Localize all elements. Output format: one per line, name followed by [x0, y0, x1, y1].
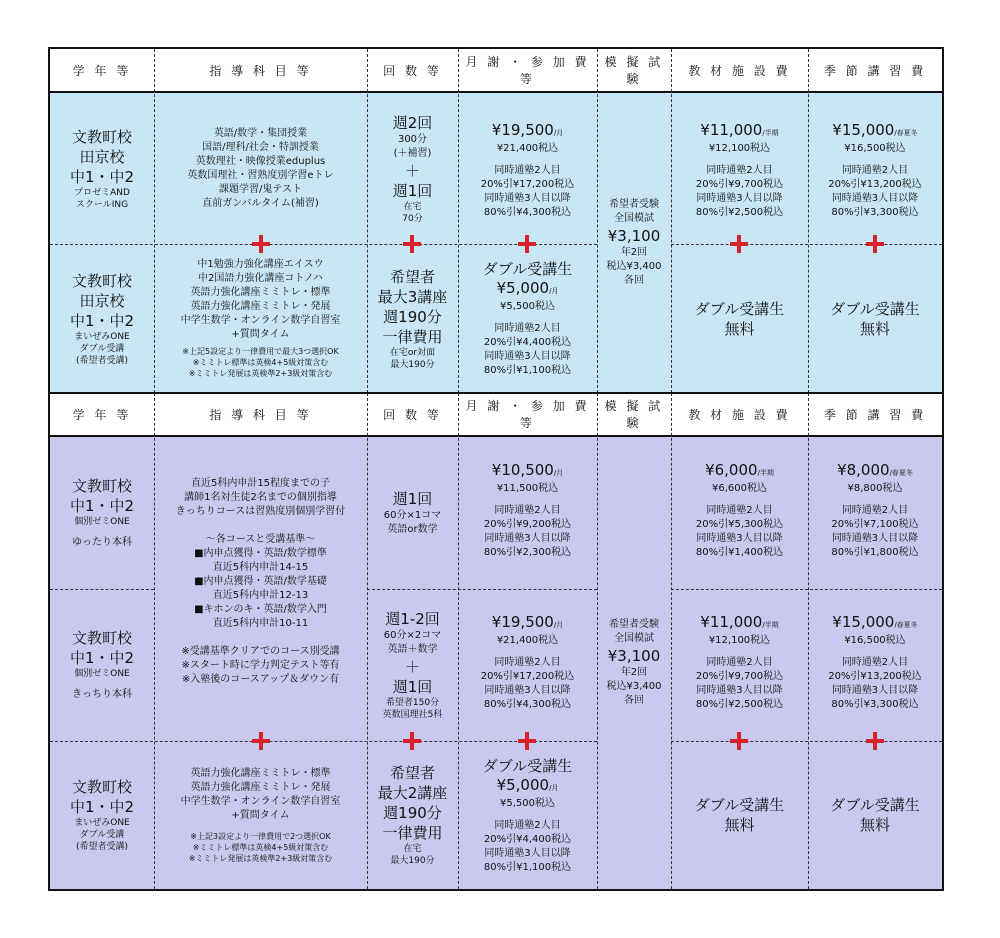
count-main: 最大3講座: [377, 287, 448, 306]
discount-line: 同時通塾3人目以降: [484, 685, 571, 696]
free-label: ダブル受講生: [830, 796, 920, 814]
fee-tax: ¥5,500税込: [500, 797, 555, 809]
note-line: ※上記3設定より一律費用で2つ選択OK: [190, 831, 331, 841]
s2-r3-grade: [50, 741, 154, 889]
s2-r1-fee: [458, 437, 597, 589]
discount-line: 80%引¥4,300税込: [483, 207, 572, 218]
subject-line: +質問タイム: [231, 329, 290, 340]
fee-label: ダブル受講生: [482, 260, 573, 278]
discount-line: 80%引¥1,100税込: [483, 365, 572, 376]
note-line: ※ミミトレ発展は英検準2+3級対策含む: [188, 369, 333, 378]
count-main: 一律費用: [382, 824, 443, 842]
discount-line: 同時通塾3人目以降: [484, 847, 571, 859]
s2-r3-subjects: [154, 741, 367, 889]
subject-line: 直近5科内申計12-13: [212, 590, 309, 601]
subject-line: 中1勉強力強化講座エイスウ: [197, 259, 324, 270]
plus-icon: [730, 235, 748, 253]
discount-line: 同時通塾3人目以降: [484, 193, 571, 204]
mock-line: 希望者受験: [609, 199, 659, 210]
count-sub: 英数国理社5科: [382, 710, 443, 720]
mock-line: 年2回: [620, 247, 648, 258]
fee-tax: ¥21,400税込: [496, 143, 559, 154]
mat-price: ¥6,000/半期: [705, 461, 774, 479]
s2-r3-count: [367, 741, 458, 889]
season-tax: ¥8,800税込: [847, 483, 903, 494]
subject-line: 直近5科内申計10-11: [212, 618, 309, 629]
header-mock: 模 擬 試 験: [597, 393, 671, 437]
count-sub: 英語or数学: [387, 524, 438, 535]
count-main: 週190分: [383, 307, 442, 326]
column-divider: [367, 49, 368, 393]
subject-line: 英語/数学・集団授業: [213, 127, 308, 139]
header-season: 季 節 講 習 費: [808, 393, 942, 437]
column-divider: [597, 393, 598, 889]
fee-tax: ¥11,500税込: [496, 483, 559, 494]
mock-line: 各回: [624, 695, 644, 706]
subject-line: 課題学習/鬼テスト: [219, 183, 302, 195]
grade-sub: ダブル受講: [79, 830, 125, 840]
discount-line: 同時通塾3人目以降: [831, 533, 919, 544]
discount-line: 20%引¥9,700税込: [695, 179, 784, 190]
mock-line: 全国模試: [614, 213, 654, 224]
column-divider: [367, 393, 368, 889]
row-divider: [671, 741, 942, 742]
discount-line: 同時通塾3人目以降: [696, 533, 783, 544]
s1-r2-season: [808, 244, 942, 393]
count-main: 週2回: [392, 113, 433, 132]
grade-sub: プロゼミAND: [74, 187, 130, 198]
free-label: ダブル受講生: [694, 299, 785, 318]
discount-line: 同時通塾2人目: [494, 657, 561, 668]
discount-line: 80%引¥4,300税込: [483, 699, 572, 710]
discount-line: 同時通塾3人目以降: [484, 533, 571, 544]
count-main: 一律費用: [382, 327, 443, 346]
discount-line: 20%引¥13,200税込: [828, 179, 922, 190]
s2-r2-materials: [671, 589, 808, 741]
plus-icon: [730, 732, 748, 750]
discount-line: 80%引¥1,800税込: [831, 547, 919, 558]
fee-price: ¥19,500/月: [491, 613, 564, 631]
discount-line: 80%引¥2,500税込: [695, 207, 784, 218]
free-label: 無料: [724, 816, 755, 834]
discount-line: 同時通塾2人目: [841, 505, 909, 516]
mat-tax: ¥12,100税込: [708, 143, 771, 154]
count-main: 週190分: [383, 804, 442, 822]
discount-line: 同時通塾2人目: [494, 819, 561, 831]
count-main: 週1-2回: [385, 610, 440, 628]
count-sub: 70分: [402, 213, 423, 224]
plus-icon: [252, 235, 270, 253]
grade-sub: ダブル受講: [79, 343, 125, 354]
s1-mock: [597, 93, 671, 393]
s2-r1-season: [808, 437, 942, 589]
fee-table: [48, 47, 944, 891]
count-sub: 最大190分: [390, 856, 435, 866]
s1-r1-season: [808, 93, 942, 244]
discount-line: 同時通塾2人目: [494, 505, 561, 516]
row-divider: [50, 244, 597, 245]
discount-line: 80%引¥1,100税込: [483, 861, 572, 873]
grade-line: 中1・中2: [69, 649, 135, 667]
row-divider: [50, 589, 154, 590]
count-main: 週1回: [392, 678, 433, 696]
mock-line: 全国模試: [614, 633, 654, 644]
s2-r1-grade: [50, 437, 154, 589]
count-sub: 60分×1コマ: [383, 510, 442, 521]
discount-line: 同時通塾2人目: [494, 165, 561, 176]
note-line: ※ミミトレ標準は英検4+5級対策含む: [192, 842, 329, 852]
header-materials: 教 材 施 設 費: [671, 49, 808, 93]
discount-line: 同時通塾2人目: [841, 165, 909, 176]
s2-r2-fee: [458, 589, 597, 741]
free-label: ダブル受講生: [694, 796, 785, 814]
discount-line: 20%引¥17,200税込: [480, 179, 575, 190]
header-subjects: 指 導 科 目 等: [154, 49, 367, 93]
discount-line: 20%引¥4,400税込: [483, 337, 572, 348]
discount-line: 同時通塾2人目: [841, 657, 909, 668]
mock-line: 希望者受験: [609, 619, 659, 630]
season-price: ¥15,000/春夏冬: [832, 121, 918, 139]
discount-line: 同時通塾2人目: [706, 165, 773, 176]
grade-line: 田京校: [79, 147, 125, 166]
grade-sub: (希望者受講): [75, 355, 129, 366]
discount-line: 同時通塾2人目: [706, 505, 773, 516]
mock-line: 年2回: [620, 667, 648, 678]
fee-price: ¥10,500/月: [491, 461, 564, 479]
fee-price: ¥5,000/月: [496, 775, 559, 794]
course-name: ゆったり本科: [72, 537, 132, 548]
subject-line: 英語力強化講座ミミトレ・発展: [190, 301, 331, 312]
subject-line: 英語力強化講座ミミトレ・標準: [190, 287, 331, 298]
column-divider: [458, 393, 459, 889]
subject-line: ※受講基準クリアでのコース別受講: [181, 646, 340, 657]
subject-line: 中学生数学・オンライン数学自習室: [180, 795, 341, 807]
grade-line: 中1・中2: [69, 167, 135, 186]
subject-line: ※スタート時に学力判定テスト等有: [181, 660, 340, 671]
subject-line: きっちりコースは習熟度別個別学習付: [175, 506, 346, 517]
discount-line: 同時通塾3人目以降: [696, 685, 783, 696]
fee-price: ¥5,000/月: [496, 279, 559, 297]
plus-icon: [403, 235, 421, 253]
subject-line: 〜各コースと受講基準〜: [205, 534, 316, 545]
discount-line: 20%引¥5,300税込: [695, 519, 784, 530]
header-count: 回 数 等: [367, 393, 458, 437]
free-label: 無料: [724, 319, 755, 338]
grade-line: 文教町校: [71, 477, 132, 495]
grade-line: 中1・中2: [69, 798, 135, 816]
s2-r3-fee: [458, 741, 597, 889]
header-season: 季 節 講 習 費: [808, 49, 942, 93]
count-sub: 60分×2コマ: [383, 630, 442, 641]
subject-line: 英数理社・映像授業eduplus: [195, 155, 326, 167]
season-price: ¥8,000/春夏冬: [837, 461, 913, 479]
grade-sub: スクールING: [75, 199, 129, 210]
discount-line: 80%引¥3,300税込: [831, 207, 919, 218]
grade-line: 中1・中2: [69, 497, 135, 515]
column-divider: [458, 49, 459, 393]
s1-r2-subjects: [154, 244, 367, 393]
mat-tax: ¥6,600税込: [712, 483, 767, 494]
subject-line: ■キホンのキ・英語/数学入門: [194, 604, 327, 615]
discount-line: 20%引¥7,100税込: [831, 519, 919, 530]
mat-price: ¥11,000/半期: [700, 121, 779, 139]
count-sub: 300分: [397, 133, 428, 145]
plus-icon: [518, 732, 536, 750]
s2-r3-materials: [671, 741, 808, 889]
subject-line: [259, 631, 262, 645]
fee-tax: ¥5,500税込: [500, 301, 555, 312]
note-line: ※ミミトレ発展は英検準2+3級対策含む: [188, 853, 333, 863]
discount-line: 80%引¥1,400税込: [695, 547, 784, 558]
season-price: ¥15,000/春夏冬: [832, 613, 918, 631]
subject-line: 直近5科内申計15程度までの子: [190, 478, 331, 489]
fee-label: ダブル受講生: [482, 756, 573, 775]
subject-line: 中2国語力強化講座コトノハ: [198, 273, 323, 284]
grade-line: 文教町校: [71, 271, 132, 290]
discount-line: 20%引¥4,400税込: [483, 833, 572, 845]
subject-line: 英数国理社・習熟度別学習eトレ: [187, 169, 334, 181]
s2-r2-grade: [50, 589, 154, 741]
grade-sub: 個別ゼミONE: [74, 669, 130, 679]
row-divider: [367, 589, 597, 590]
subject-line: ※入塾後のコースアップ＆ダウン有: [181, 674, 340, 685]
count-sub: 在宅: [403, 844, 422, 854]
count-sub: 最大190分: [390, 359, 435, 370]
free-label: 無料: [859, 319, 890, 338]
grade-line: 文教町校: [71, 127, 132, 146]
mat-tax: ¥12,100税込: [708, 635, 771, 646]
s1-r1-subjects: [154, 93, 367, 244]
count-sub: (＋補習): [393, 147, 432, 159]
s1-r1-fee: [458, 93, 597, 244]
s2-r1-count: [367, 437, 458, 589]
column-divider: [597, 49, 598, 393]
section-divider: [50, 392, 942, 394]
s2-r3-season: [808, 741, 942, 889]
free-label: 無料: [859, 816, 890, 834]
s1-r1-grade: [50, 93, 154, 244]
grade-sub: まいぜみONE: [74, 331, 130, 342]
grade-sub: まいぜみONE: [74, 818, 130, 828]
note-line: ※ミミトレ標準は英検4+5級対策含む: [192, 358, 329, 367]
header-mock: 模 擬 試 験: [597, 49, 671, 93]
count-sub: 希望者150分: [385, 698, 440, 708]
grade-sub: (希望者受講): [75, 842, 129, 852]
s1-r2-materials: [671, 244, 808, 393]
s2-mock: [597, 437, 671, 889]
season-tax: ¥16,500税込: [844, 635, 906, 646]
subject-line: ■内申点獲得・英語/数学基礎: [194, 576, 327, 587]
s2-r1-materials: [671, 437, 808, 589]
count-plus: ＋: [404, 161, 420, 180]
count-plus: ＋: [404, 658, 420, 676]
s2-r2-count: [367, 589, 458, 741]
fee-tax: ¥21,400税込: [496, 635, 559, 646]
count-main: 週1回: [392, 181, 433, 200]
subject-line: 講師1名対生徒2名までの個別指導: [184, 492, 337, 503]
discount-line: 同時通塾2人目: [494, 323, 561, 334]
season-tax: ¥16,500税込: [844, 143, 906, 154]
grade-line: 文教町校: [71, 778, 132, 796]
s1-r2-grade: [50, 244, 154, 393]
discount-line: 20%引¥17,200税込: [480, 671, 575, 682]
plus-icon: [403, 732, 421, 750]
count-sub: 英語＋数学: [387, 644, 438, 655]
mock-line: 各回: [624, 275, 644, 286]
discount-line: 20%引¥13,200税込: [828, 671, 922, 682]
free-label: ダブル受講生: [830, 299, 920, 318]
s1-r2-fee: [458, 244, 597, 393]
row-divider: [671, 244, 942, 245]
s2-r2-season: [808, 589, 942, 741]
discount-line: 20%引¥9,700税込: [695, 671, 784, 682]
subject-line: 直前ガンバルタイム(補習): [202, 197, 319, 209]
subject-line: ■内申点獲得・英語/数学標準: [194, 548, 327, 559]
column-divider: [808, 393, 809, 889]
subject-line: 中学生数学・オンライン数学自習室: [180, 315, 341, 326]
course-name: きっちり本科: [72, 689, 132, 700]
subject-line: [259, 519, 262, 533]
plus-icon: [866, 235, 884, 253]
count-main: 希望者: [389, 764, 435, 782]
s1-r2-count: [367, 244, 458, 393]
discount-line: 80%引¥3,300税込: [831, 699, 919, 710]
mat-price: ¥11,000/半期: [700, 613, 779, 631]
count-sub: 在宅or対面: [389, 347, 436, 358]
s1-r1-count: [367, 93, 458, 244]
header-fee: 月 謝 ・ 参 加 費 等: [458, 49, 597, 93]
mock-price: ¥3,100: [607, 227, 661, 245]
mock-line: 税込¥3,400: [606, 681, 662, 692]
count-sub: 在宅: [403, 201, 422, 212]
s1-r1-materials: [671, 93, 808, 244]
column-divider: [154, 49, 155, 393]
fee-price: ¥19,500/月: [491, 121, 564, 139]
header-materials: 教 材 施 設 費: [671, 393, 808, 437]
header-count: 回 数 等: [367, 49, 458, 93]
column-divider: [808, 49, 809, 393]
count-main: 最大2講座: [377, 784, 448, 802]
column-divider: [671, 49, 672, 393]
subject-line: 英語力強化講座ミミトレ・発展: [190, 781, 331, 793]
discount-line: 同時通塾3人目以降: [696, 193, 783, 204]
column-divider: [154, 393, 155, 889]
grade-line: 文教町校: [71, 629, 132, 647]
header-fee: 月 謝 ・ 参 加 費 等: [458, 393, 597, 437]
row-divider: [50, 741, 597, 742]
plus-icon: [866, 732, 884, 750]
header-grade: 学 年 等: [50, 49, 154, 93]
discount-line: 80%引¥2,300税込: [483, 547, 572, 558]
subject-line: +質問タイム: [231, 809, 290, 821]
note-line: ※上記5設定より一律費用で最大3つ選択OK: [182, 347, 339, 356]
subject-line: 英語力強化講座ミミトレ・標準: [190, 767, 331, 779]
header-subjects: 指 導 科 目 等: [154, 393, 367, 437]
discount-line: 同時通塾3人目以降: [831, 193, 919, 204]
discount-line: 20%引¥9,200税込: [483, 519, 572, 530]
mock-price: ¥3,100: [607, 647, 661, 665]
discount-line: 同時通塾2人目: [706, 657, 773, 668]
s2-subjects: [154, 437, 367, 741]
column-divider: [671, 393, 672, 889]
mock-line: 税込¥3,400: [606, 261, 662, 272]
grade-line: 中1・中2: [69, 311, 135, 330]
count-main: 希望者: [389, 267, 435, 286]
plus-icon: [518, 235, 536, 253]
subject-line: 国語/理科/社会・特訓授業: [202, 141, 319, 153]
discount-line: 同時通塾3人目以降: [484, 351, 571, 362]
discount-line: 同時通塾3人目以降: [831, 685, 919, 696]
subject-line: 直近5科内申計14-15: [212, 562, 309, 573]
header-grade: 学 年 等: [50, 393, 154, 437]
row-divider: [671, 589, 942, 590]
plus-icon: [252, 732, 270, 750]
grade-line: 田京校: [79, 291, 125, 310]
count-main: 週1回: [392, 490, 433, 508]
grade-sub: 個別ゼミONE: [74, 517, 130, 527]
discount-line: 80%引¥2,500税込: [695, 699, 784, 710]
